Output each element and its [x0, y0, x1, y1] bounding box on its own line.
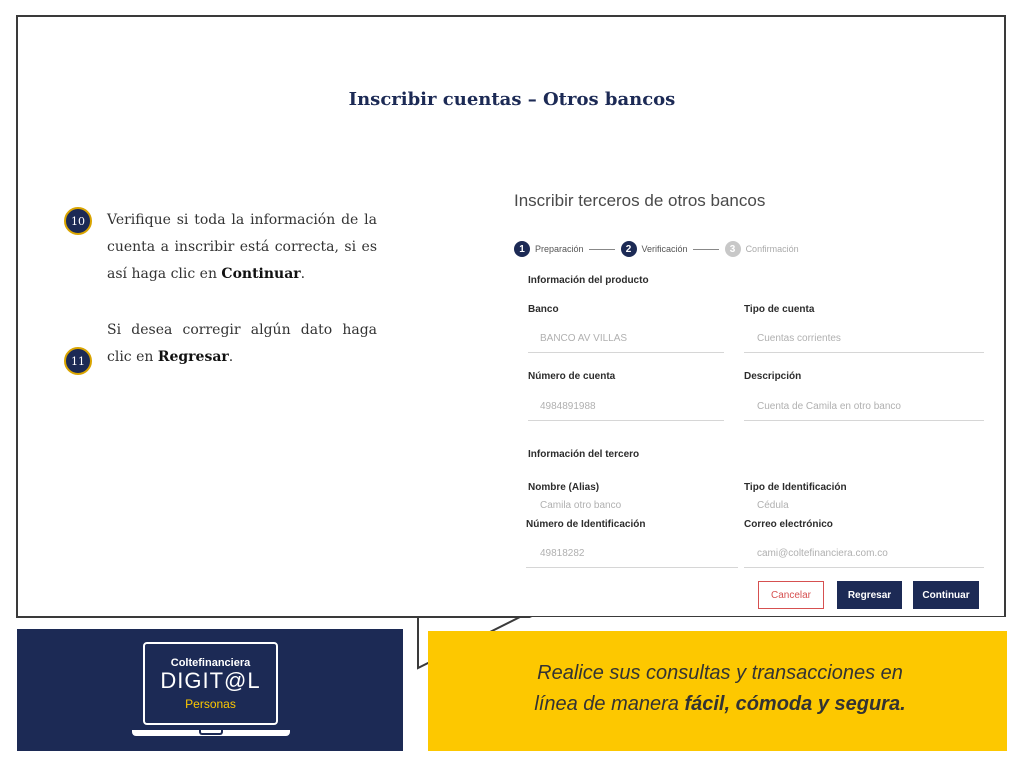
step-3-icon: 3 — [725, 241, 741, 257]
instruction-2-bold: Regresar — [157, 349, 229, 365]
account-type-field[interactable]: Cuentas corrientes — [757, 333, 841, 344]
id-type-label: Tipo de Identificación — [744, 482, 847, 493]
account-type-label: Tipo de cuenta — [744, 304, 815, 315]
id-number-label: Número de Identificación — [526, 519, 646, 530]
step-2-label: Verificación — [641, 244, 688, 254]
instruction-2-text: Si desea corregir algún dato haga clic en — [107, 322, 377, 365]
bank-field[interactable]: BANCO AV VILLAS — [540, 333, 628, 344]
step-2-icon: 2 — [621, 241, 637, 257]
id-type-field[interactable]: Cédula — [757, 500, 789, 511]
description-field[interactable]: Cuenta de Camila en otro banco — [757, 401, 901, 412]
promo-line-2 — [520, 689, 920, 720]
id-number-field[interactable]: 49818282 — [540, 548, 585, 559]
cancel-button[interactable]: Cancelar — [758, 581, 824, 609]
name-field[interactable]: Camila otro banco — [540, 500, 622, 511]
promo-line-1: Realice sus consultas y transacciones en — [537, 662, 903, 684]
instruction-1-end: . — [300, 266, 306, 282]
logo-personas: Personas — [185, 697, 236, 711]
step-1-label: Preparación — [535, 244, 584, 254]
product-section-title: Información del producto — [528, 275, 649, 286]
email-field[interactable]: cami@coltefinanciera.com.co — [757, 548, 888, 559]
account-number-field[interactable]: 4984891988 — [540, 401, 596, 412]
instruction-1-bold: Continuar — [221, 266, 301, 282]
step-1-icon: 1 — [514, 241, 530, 257]
continue-button[interactable]: Continuar — [913, 581, 979, 609]
description-label: Descripción — [744, 371, 802, 382]
bank-label: Banco — [528, 304, 559, 315]
back-button[interactable]: Regresar — [837, 581, 902, 609]
logo-digital: DIGIT@L — [160, 668, 261, 693]
step-3-label: Confirmación — [745, 244, 799, 254]
account-number-label: Número de cuenta — [528, 371, 616, 382]
instruction-1-text: Verifique si toda la información de la cuenta a inscribir está correcta, si es así haga clic en — [107, 212, 377, 282]
laptop-notch-icon — [199, 730, 223, 735]
step-badge-11: 11 — [64, 347, 92, 375]
promo-text — [520, 658, 920, 720]
slide-title: Inscribir cuentas – Otros bancos — [348, 89, 676, 110]
instruction-2-end: . — [228, 349, 234, 365]
third-party-section-title: Información del tercero — [528, 449, 640, 460]
promo-line-2-start: línea de manera — [534, 693, 685, 715]
promo-line-2-bold: fácil, cómoda y segura. — [684, 693, 906, 715]
step-badge-10: 10 — [64, 207, 92, 235]
email-label: Correo electrónico — [744, 519, 833, 530]
name-label: Nombre (Alias) — [528, 482, 600, 493]
screen-title: Inscribir terceros de otros bancos — [514, 191, 766, 210]
logo-brand: Coltefinanciera — [170, 657, 251, 669]
